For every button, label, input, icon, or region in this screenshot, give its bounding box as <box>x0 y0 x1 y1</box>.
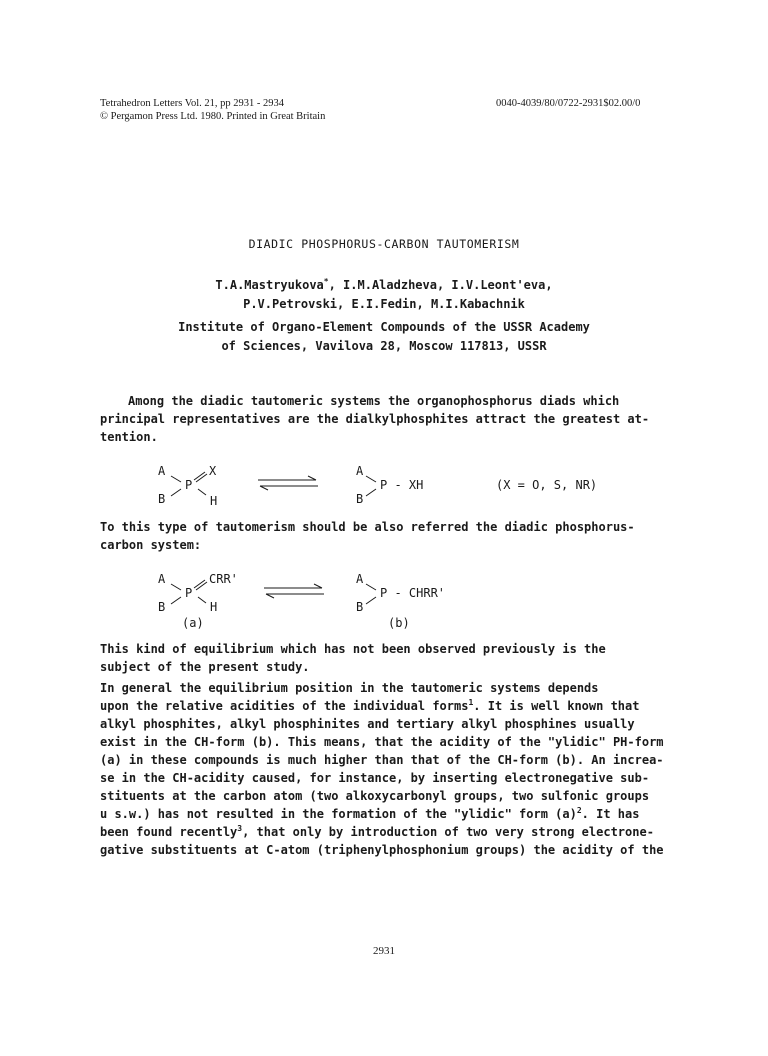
page-number: 2931 <box>373 945 395 957</box>
scheme2-H: H <box>210 600 218 614</box>
scheme1-P: P <box>185 478 193 492</box>
ref-2: 2 <box>576 806 582 815</box>
p4-line-4: exist in the CH-form (b). This means, that the acidity of the "ylidic" PH-form <box>100 735 664 749</box>
scheme1-condition: (X = O, S, NR) <box>496 478 598 492</box>
p4-line-7: stituents at the carbon atom (two alkoxycarbonyl groups, two sulfonic groups <box>100 789 650 803</box>
authors-rest: , I.M.Aladzheva, I.V.Leont'eva, <box>328 278 553 292</box>
scheme1-A: A <box>158 464 166 478</box>
p2-line-2: carbon system: <box>100 538 202 552</box>
scheme2-label-b: (b) <box>388 616 410 630</box>
scheme1-right-A: A <box>356 464 364 478</box>
scheme2-right-A: A <box>356 572 364 586</box>
scheme2-P: P <box>185 586 193 600</box>
p2-line-1: To this type of tautomerism should be also referred the diadic phosphorus- <box>100 520 635 534</box>
authors-line-2: P.V.Petrovski, E.I.Fedin, M.I.Kabachnik <box>243 297 525 311</box>
scheme2-bonds <box>166 578 216 610</box>
intro-line-3: tention. <box>100 430 158 444</box>
scheme1-B: B <box>158 492 166 506</box>
scheme2-B: B <box>158 600 166 614</box>
p4-line-2 <box>100 697 660 715</box>
p4-line-2a: upon the relative acidities of the individual forms <box>100 699 469 713</box>
affiliation-line-1: Institute of Organo-Element Compounds of the USSR Academy <box>178 320 590 334</box>
scheme2-right-group: P - CHRR' <box>380 586 446 600</box>
authors-line-1 <box>0 277 768 294</box>
p4-line-1: In general the equilibrium position in the tautomeric systems depends <box>100 681 599 695</box>
scheme2-right-B: B <box>356 600 364 614</box>
article-code: 0040-4039/80/0722-2931$02.00/0 <box>496 98 641 109</box>
paper-title: DIADIC PHOSPHORUS-CARBON TAUTOMERISM <box>248 237 520 251</box>
p4-line-8b: . It has <box>581 807 640 821</box>
author-corresponding: T.A.Mastryukova <box>215 278 324 292</box>
equilibrium-arrow-icon <box>262 582 326 600</box>
scheme2-right-bonds <box>362 578 382 610</box>
scheme1-H: H <box>210 494 218 508</box>
p3-line-2: subject of the present study. <box>100 660 310 674</box>
corresponding-marker: * <box>323 277 329 286</box>
intro-line-1: Among the diadic tautomeric systems the organophosphorus diads which <box>128 394 620 408</box>
p4-line-8a: u s.w.) has not resulted in the formation of the "ylidic" form (a) <box>100 807 577 821</box>
p3-line-1: This kind of equilibrium which has not been observed previously is the <box>100 642 606 656</box>
scheme1-bonds <box>166 470 216 502</box>
p4-line-9 <box>100 823 660 841</box>
ref-3: 3 <box>237 824 243 833</box>
ref-1: 1 <box>468 698 474 707</box>
copyright-line: © Pergamon Press Ltd. 1980. Printed in Great Britain <box>100 111 326 122</box>
p4-line-9a: been found recently <box>100 825 238 839</box>
scheme1-X: X <box>209 464 217 478</box>
affiliation-line-2: of Sciences, Vavilova 28, Moscow 117813, USSR <box>221 339 547 353</box>
intro-line-2: principal representatives are the dialkylphosphites attract the greatest at- <box>100 412 650 426</box>
scheme1-right-group: P - XH <box>380 478 424 492</box>
p4-line-10: gative substituents at C-atom (triphenylphosphonium groups) the acidity of the <box>100 843 664 857</box>
p4-line-9b: , that only by introduction of two very strong electrone- <box>242 825 654 839</box>
scheme1-right-B: B <box>356 492 364 506</box>
scheme1-right-bonds <box>362 470 382 502</box>
p4-line-8 <box>100 805 660 823</box>
equilibrium-arrow-icon <box>256 474 320 492</box>
scheme2-CRR: CRR' <box>209 572 238 586</box>
p4-line-6: se in the CH-acidity caused, for instance, by inserting electronegative sub- <box>100 771 650 785</box>
journal-citation: Tetrahedron Letters Vol. 21, pp 2931 - 2934 <box>100 98 285 109</box>
scheme2-A: A <box>158 572 166 586</box>
p4-line-2b: . It is well known that <box>473 699 640 713</box>
p4-line-3: alkyl phosphites, alkyl phosphinites and tertiary alkyl phosphines usually <box>100 717 635 731</box>
scheme2-label-a: (a) <box>182 616 204 630</box>
p4-line-5: (a) in these compounds is much higher than that of the CH-form (b). An increa- <box>100 753 664 767</box>
